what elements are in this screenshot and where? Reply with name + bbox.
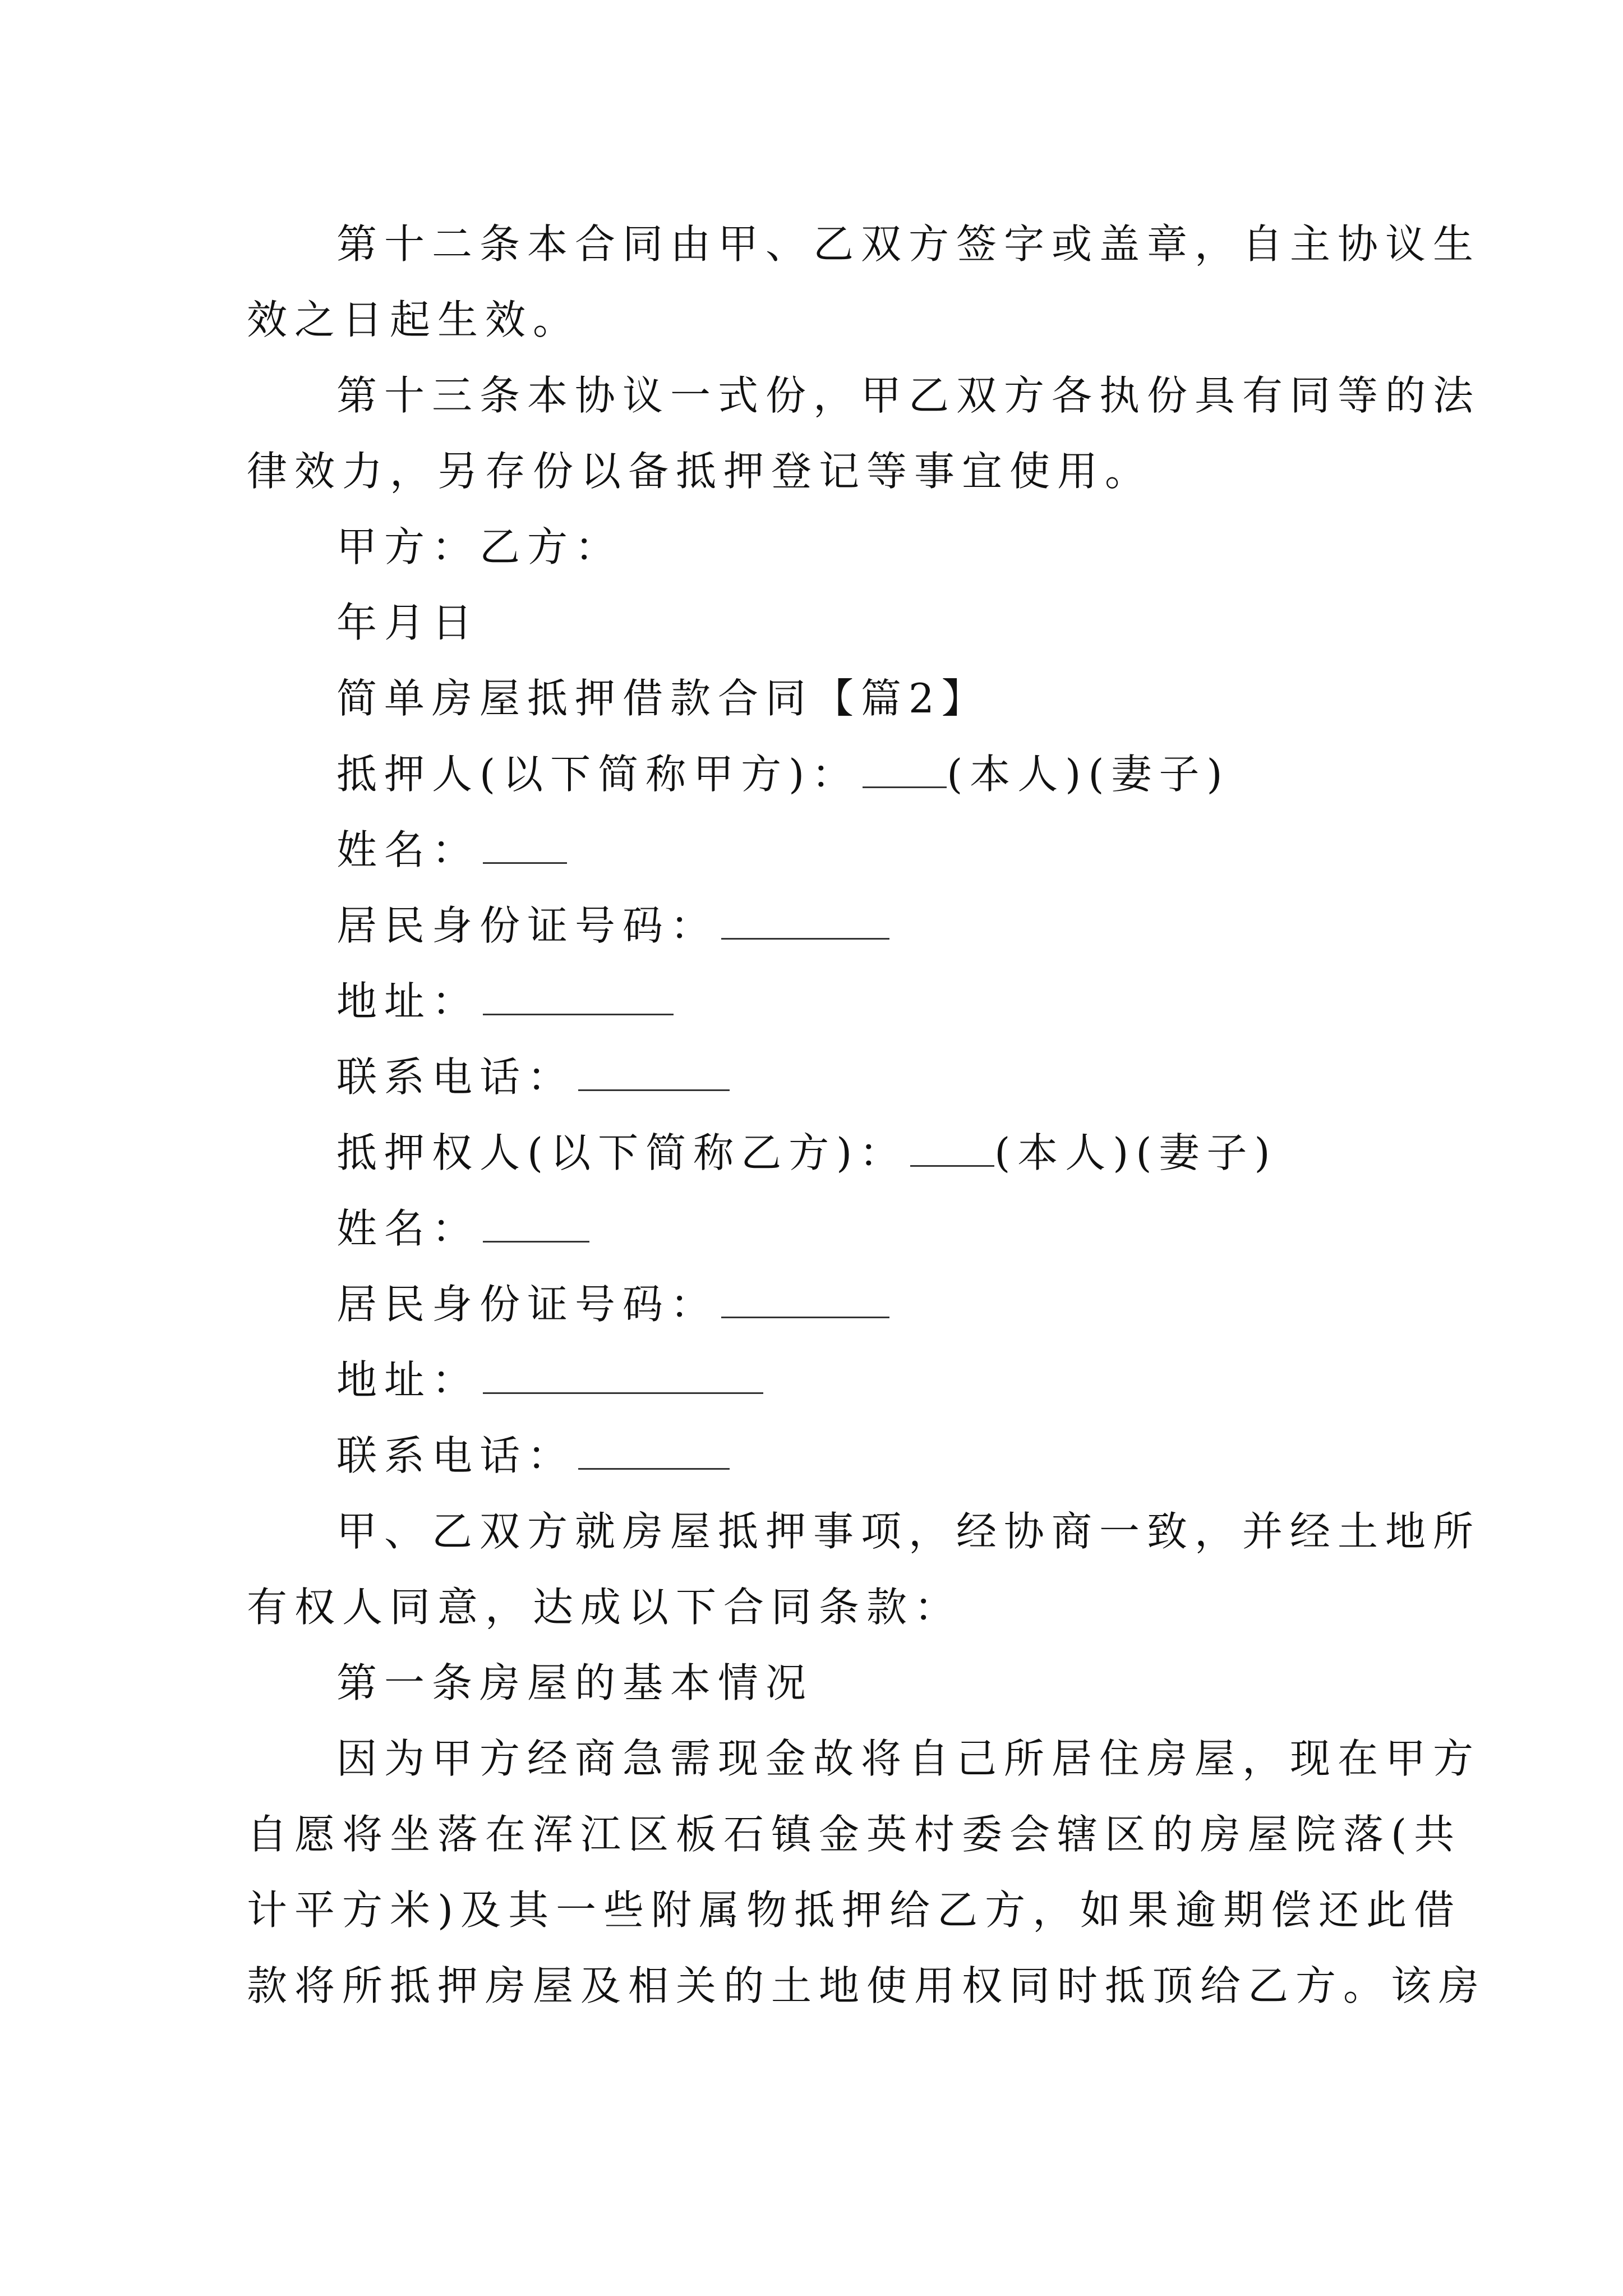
agreement-intro-line-1: 甲、乙双方就房屋抵押事项，经协商一致，并经土地所 (336, 1508, 1481, 1555)
mortgagor-blank (863, 755, 947, 788)
mortgagee-phone-blank (578, 1437, 730, 1470)
article-1-title: 第一条房屋的基本情况 (336, 1659, 814, 1706)
signature-line: 甲方：乙方： (336, 523, 623, 570)
date-line: 年月日 (336, 599, 480, 646)
mortgagee-id-label: 居民身份证号码： (336, 1281, 718, 1328)
mortgagee-name-blank (483, 1209, 589, 1243)
mortgagee-address-label: 地址： (336, 1356, 480, 1404)
mortgagee-name-label: 姓名： (336, 1205, 480, 1252)
mortgagee-suffix: (本人)(妻子) (994, 1129, 1278, 1176)
mortgagor-id-row (336, 898, 889, 954)
article-1-line-1: 因为甲方经商急需现金故将自己所居住房屋，现在甲方 (336, 1735, 1481, 1782)
mortgagor-phone-label: 联系电话： (336, 1053, 575, 1101)
mortgagor-address-blank (483, 982, 674, 1015)
mortgagor-row (336, 746, 1230, 802)
mortgagee-blank (910, 1134, 994, 1167)
mortgagor-address-label: 地址： (336, 978, 480, 1025)
mortgagee-phone-label: 联系电话： (336, 1432, 575, 1479)
mortgagor-label: 抵押人(以下简称甲方)： (336, 751, 860, 798)
article-1-line-4: 款将所抵押房屋及相关的土地使用权同时抵顶给乙方。该房 (247, 1962, 1487, 2009)
agreement-intro-line-2: 有权人同意，达成以下合同条款： (247, 1584, 962, 1631)
mortgagee-phone-row (336, 1428, 730, 1484)
clause-12-line-1: 第十二条本合同由甲、乙双方签字或盖章，自主协议生 (336, 220, 1481, 268)
mortgagee-id-blank (721, 1285, 889, 1318)
article-1-line-3: 计平方米)及其一些附属物抵押给乙方，如果逾期偿还此借 (247, 1887, 1462, 1934)
mortgagor-name-label: 姓名： (336, 826, 480, 873)
clause-13-line-2: 律效力，另存份以备抵押登记等事宜使用。 (247, 448, 1153, 495)
mortgagee-name-row (336, 1200, 589, 1257)
mortgagor-suffix: (本人)(妻子) (947, 751, 1230, 798)
clause-13-line-1: 第十三条本协议一式份，甲乙双方各执份具有同等的法 (336, 372, 1481, 419)
mortgagor-phone-row (336, 1049, 730, 1105)
clause-12-line-2: 效之日起生效。 (247, 296, 581, 343)
mortgagor-id-blank (721, 907, 889, 940)
section-title: 简单房屋抵押借款合同【篇2】 (336, 675, 989, 722)
mortgagor-address-row (336, 973, 674, 1029)
mortgagee-label: 抵押权人(以下简称乙方)： (336, 1129, 907, 1176)
mortgagee-row (336, 1125, 1278, 1181)
mortgagor-name-blank (483, 831, 567, 864)
mortgagee-address-blank (483, 1361, 763, 1394)
mortgagor-phone-blank (578, 1058, 730, 1091)
mortgagee-id-row (336, 1276, 889, 1332)
article-1-line-2: 自愿将坐落在浑江区板石镇金英村委会辖区的房屋院落(共 (247, 1811, 1462, 1858)
mortgagee-address-row (336, 1352, 763, 1408)
mortgagor-id-label: 居民身份证号码： (336, 902, 718, 949)
mortgagor-name-row (336, 822, 567, 878)
